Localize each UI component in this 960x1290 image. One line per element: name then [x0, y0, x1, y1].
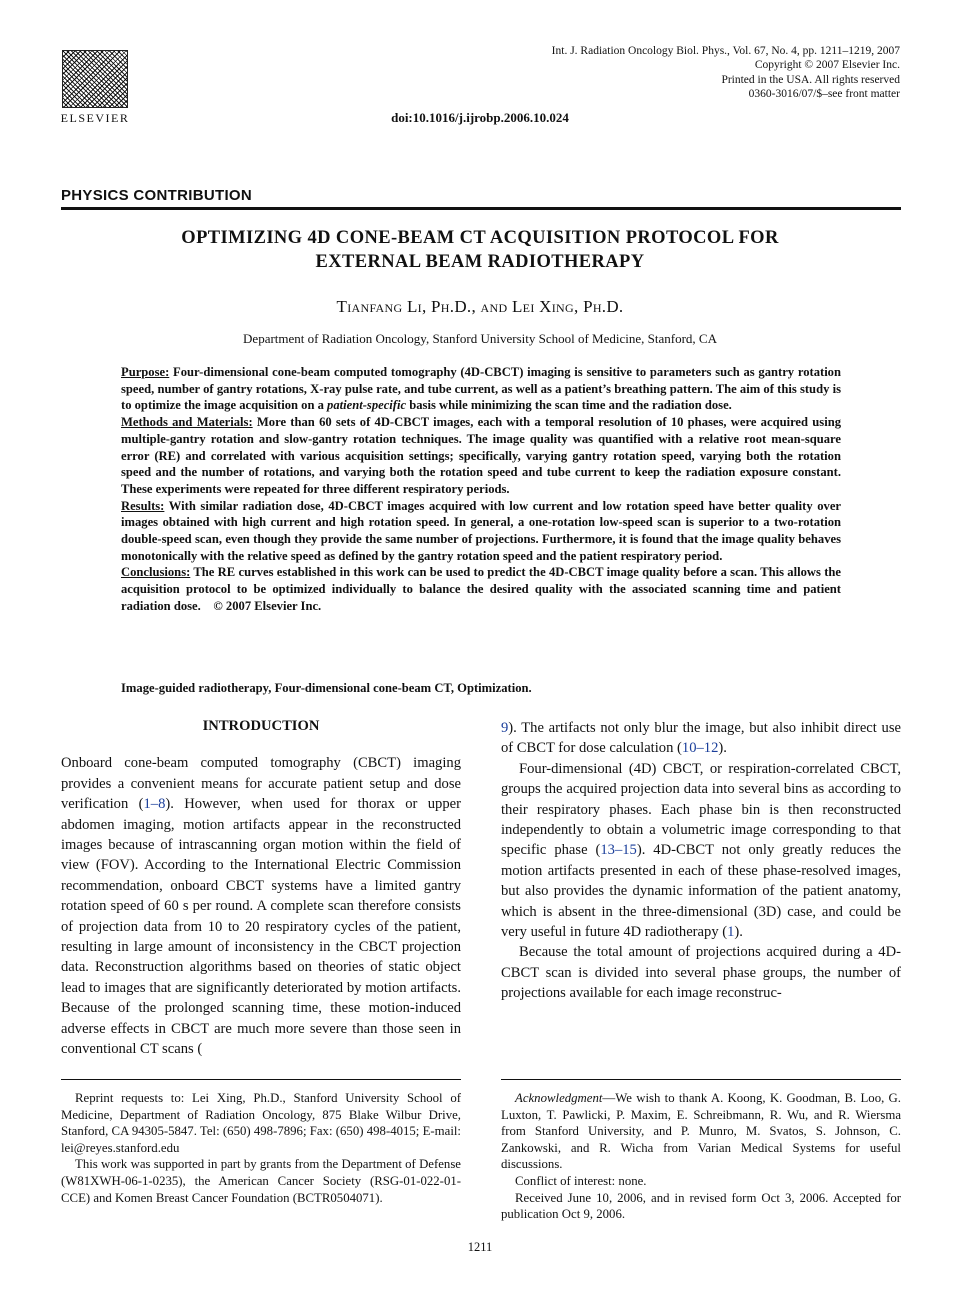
abstract-methods	[121, 414, 841, 498]
results-text: With similar radiation dose, 4D-CBCT images acquired with low current and low rotation speed have better quality over images obtained with high current and high rotation speed. In general, a one-rotation low-speed scan is superior to a two-rotation double-speed scan, even though they provide the same number of projections. Furthermore, it is found that the image quality behaves monotonically with the relative speed as defined by the gantry rotation speed and the patient respiratory period.	[121, 498, 841, 563]
intro-text: ). 4D-CBCT not only greatly reduces the motion artifacts presented in each of these phase-resolved images, but also provides the dynamic information of the patient anatomy, which is absent in the three-dimensional (3D) case, and could be very useful in future 4D radiotherapy (	[501, 842, 902, 941]
article-title	[100, 226, 860, 274]
abstract-copyright: © 2007 Elsevier Inc.	[213, 598, 322, 613]
footnotes-right	[501, 1090, 901, 1223]
acknowledgment-text: —We wish to thank A. Koong, K. Goodman, B. Loo, G. Luxton, T. Pawlicki, P. Maxim, E. Schreibmann, R. Wu, and R. Wiersma from Stanford University, and P. Munro, M. Svatos, S. Johnson, C. Zankowski, and R. Wicha from Varian Medical Systems for useful discussions.	[501, 1091, 901, 1172]
section-label: PHYSICS CONTRIBUTION	[61, 187, 253, 204]
affiliation: Department of Radiation Oncology, Stanford University School of Medicine, Stanford, CA	[243, 331, 717, 346]
methods-label: Methods and Materials:	[121, 415, 253, 430]
received-footnote: Received June 10, 2006, and in revised form Oct 3, 2006. Accepted for publication Oct 9, 2006.	[501, 1190, 901, 1222]
intro-text: ).	[718, 740, 727, 757]
section-rule	[61, 207, 901, 210]
reprint-footnote: Reprint requests to: Lei Xing, Ph.D., Stanford University School of Medicine, Department of Radiation Oncology, 875 Blake Wilbur Drive, Stanford, CA 94305-5847. Tel: (650) 498-7896; Fax: (650) 498-4015; E-mail: lei@reyes.stanford.edu	[61, 1091, 461, 1155]
methods-text: More than 60 sets of 4D-CBCT images, each with a temporal resolution of 10 phases, were acquired using multiple-gantry rotation and slow-gantry rotation techniques. The image quality was quantified with a relative root mean-square error (RE) and correlated with various acquisition settings; specifically, varying gantry rotation speed, varying both the rotation speed and the number of rotations, and varying both the rotation speed and tube current to keep the radiation exposure constant. These experiments were repeated for three different respiratory periods.	[121, 415, 841, 496]
footnotes-left	[61, 1090, 461, 1206]
citation-link[interactable]: 1	[727, 924, 735, 941]
intro-text: ). However, when used for thorax or upper abdomen imaging, motion artifacts appear in the reconstructed images because of intrascanning organ motion within the field of view (FOV). According to the International Electric Commission recommendation, onboard CBCT systems have a limited gantry rotation speed of 60 s per round. A complete scan therefore consists of projection data from 10 to 20 respiratory cycles of the patient, resulting in large amount of inconsistency in the CBCT projection data. Reconstruction algorithms based on theories of static object lead to images that are significantly deteriorated by motion artifacts. Because of the prolonged scanning time, these motion-induced adverse effects in CBCT are much more severe than those seen in conventional CT scans (	[61, 796, 461, 1058]
elsevier-tree-icon	[62, 50, 128, 108]
title-line-2: EXTERNAL BEAM RADIOTHERAPY	[315, 252, 645, 272]
issn-line: 0360-3016/07/$–see front matter	[748, 88, 900, 101]
citation-link[interactable]: 10–12	[681, 740, 719, 757]
conclusions-text: The RE curves established in this work can be used to predict the 4D-CBCT image quality before a scan. This allows the acquisition protocol to be optimized individually to balance the desired quality with the associated scanning time and patient radiation dose.	[121, 565, 841, 613]
abstract-conclusions	[121, 564, 841, 614]
purpose-text-1: Four-dimensional cone-beam computed tomography (4D-CBCT) imaging is sensitive to parameters such as gantry rotation speed, number of gantry rotations, X-ray pulse rate, and tube current, as well as a patient’s breathing pattern. The aim of this study is to optimize the image acquisition on a	[121, 365, 841, 413]
purpose-label: Purpose:	[121, 365, 170, 379]
results-label: Results:	[121, 498, 165, 513]
citation-link[interactable]: 9	[501, 720, 509, 736]
intro-paragraph-3: Because the total amount of projections acquired during a 4D-CBCT scan is divided into several phase groups, the number of projections available for each image reconstruc-	[501, 944, 901, 1002]
elsevier-wordmark: ELSEVIER	[60, 111, 130, 125]
doi[interactable]: doi:10.1016/j.ijrobp.2006.10.024	[391, 110, 569, 125]
authors: Tianfang Li, Ph.D., and Lei Xing, Ph.D.	[336, 297, 624, 316]
intro-paragraph-1-cont	[501, 718, 901, 759]
conflict-footnote: Conflict of interest: none.	[515, 1173, 647, 1188]
purpose-text-2: basis while minimizing the scan time and the radiation dose.	[406, 398, 732, 413]
journal-line: Int. J. Radiation Oncology Biol. Phys., Vol. 67, No. 4, pp. 1211–1219, 2007	[551, 45, 900, 57]
intro-text: ).	[734, 924, 743, 941]
footnote-rule-right	[501, 1079, 901, 1080]
abstract	[121, 364, 841, 615]
introduction-heading: INTRODUCTION	[202, 718, 320, 734]
body-column-left	[61, 716, 461, 1060]
support-footnote: This work was supported in part by grants from the Department of Defense (W81XWH-06-1-0235), the American Cancer Society (RSG-01-022-01-CCE) and Komen Breast Cancer Foundation (BCTR0504071).	[61, 1157, 461, 1205]
intro-paragraph-1	[61, 753, 461, 1059]
title-line-1: OPTIMIZING 4D CONE-BEAM CT ACQUISITION PROTOCOL FOR	[181, 228, 779, 248]
copyright-line: Copyright © 2007 Elsevier Inc.	[754, 59, 900, 72]
keywords: Image-guided radiotherapy, Four-dimensional cone-beam CT, Optimization.	[121, 681, 532, 695]
acknowledgment-label: Acknowledgment	[515, 1091, 603, 1105]
purpose-emphasis: patient-specific	[327, 398, 407, 413]
intro-text: Four-dimensional (4D) CBCT, or respiration-correlated CBCT, groups the acquired projection data into several bins as according to their respiratory phases. Each phase bin is then reconstructed independently to obtain a volumetric image corresponding to that specific phase (	[501, 760, 901, 859]
intro-text: ). The artifacts not only blur the image, but also inhibit direct use of CBCT for dose calculation (	[501, 720, 901, 757]
intro-paragraph-2	[501, 759, 901, 943]
abstract-purpose	[121, 364, 841, 414]
conclusions-label: Conclusions:	[121, 565, 191, 580]
body-column-right	[501, 718, 901, 1004]
printed-line: Printed in the USA. All rights reserved	[721, 73, 900, 86]
citation-link[interactable]: 1–8	[143, 796, 166, 813]
page-number: 1211	[467, 1240, 493, 1254]
citation-link[interactable]: 13–15	[600, 842, 637, 859]
footnote-rule-left	[61, 1079, 461, 1080]
acknowledgment-footnote	[501, 1090, 901, 1173]
abstract-results	[121, 498, 841, 565]
journal-citation	[552, 44, 900, 102]
intro-text: Onboard cone-beam computed tomography (CBCT) imaging provides a convenient means for accurate patient setup and dose verification (	[61, 755, 461, 813]
